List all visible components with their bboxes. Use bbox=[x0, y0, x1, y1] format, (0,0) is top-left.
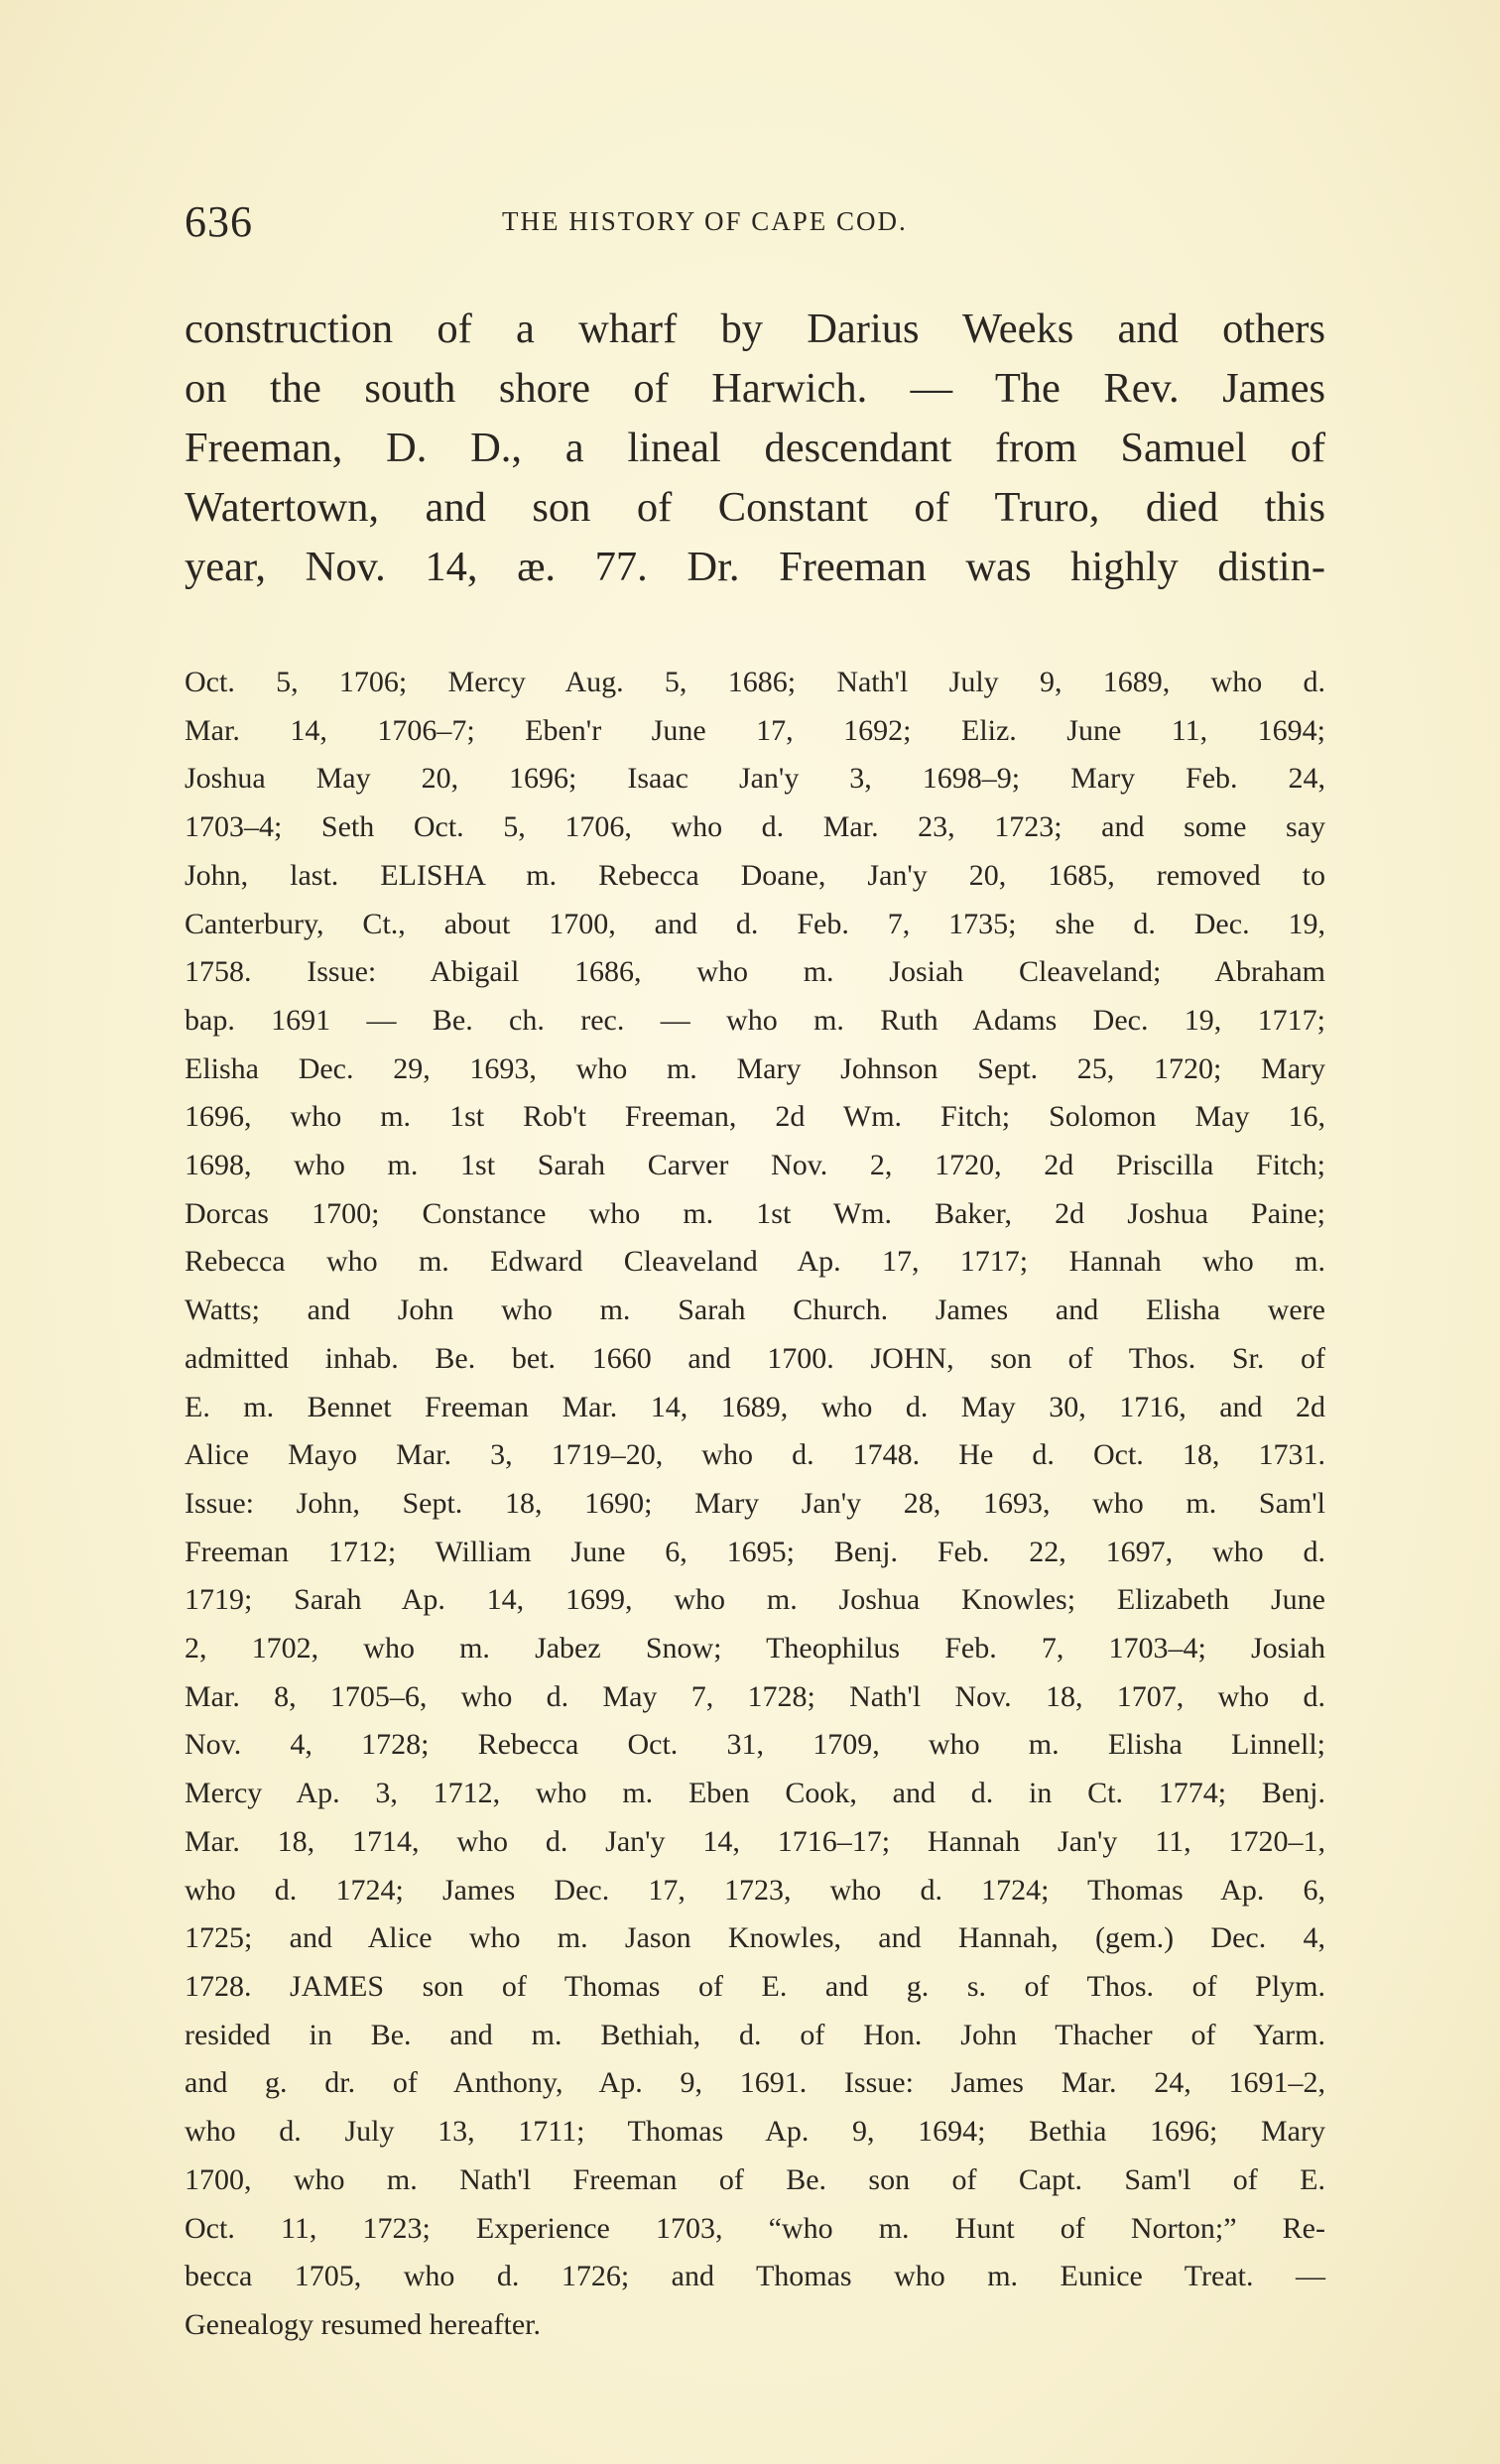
main-text-line: construction of a wharf by Darius Weeks and others bbox=[185, 306, 1325, 352]
footnote-line: who d. July 13, 1711; Thomas Ap. 9, 1694; Bethia 1696; Mary bbox=[185, 2115, 1325, 2149]
footnote-line: Mar. 8, 1705–6, who d. May 7, 1728; Nath'l Nov. 18, 1707, who d. bbox=[185, 1679, 1325, 1713]
main-text-line: on the south shore of Harwich. — The Rev. James bbox=[185, 365, 1325, 412]
footnote-line: E. m. Bennet Freeman Mar. 14, 1689, who d. May 30, 1716, and 2d bbox=[185, 1390, 1325, 1423]
footnote-line: Genealogy resumed hereafter. bbox=[185, 2307, 541, 2341]
footnote-line: Oct. 5, 1706; Mercy Aug. 5, 1686; Nath'l July 9, 1689, who d. bbox=[185, 666, 1325, 698]
footnote-line: 1758. Issue: Abigail 1686, who m. Josiah Cleaveland; Abraham bbox=[185, 955, 1325, 989]
footnote-line: Nov. 4, 1728; Rebecca Oct. 31, 1709, who m. Elisha Linnell; bbox=[185, 1728, 1325, 1762]
footnote-line: Joshua May 20, 1696; Isaac Jan'y 3, 1698–9; Mary Feb. 24, bbox=[185, 762, 1325, 796]
footnote-line: resided in Be. and m. Bethiah, d. of Hon. John Thacher of Yarm. bbox=[185, 2018, 1325, 2051]
main-text-line: year, Nov. 14, æ. 77. Dr. Freeman was highly distin- bbox=[185, 544, 1325, 590]
footnote bbox=[185, 659, 1325, 2350]
footnote-line: Issue: John, Sept. 18, 1690; Mary Jan'y 28, 1693, who m. Sam'l bbox=[185, 1486, 1325, 1520]
footnote-line: Elisha Dec. 29, 1693, who m. Mary Johnson Sept. 25, 1720; Mary bbox=[185, 1051, 1325, 1085]
footnote-line: 1728. JAMES son of Thomas of E. and g. s. of Thos. of Plym. bbox=[185, 1969, 1325, 2003]
footnote-line: Freeman 1712; William June 6, 1695; Benj. Feb. 22, 1697, who d. bbox=[185, 1535, 1325, 1568]
footnote-line: Dorcas 1700; Constance who m. 1st Wm. Baker, 2d Joshua Paine; bbox=[185, 1196, 1325, 1230]
footnote-line: bap. 1691 — Be. ch. rec. — who m. Ruth Adams Dec. 19, 1717; bbox=[185, 1003, 1325, 1037]
footnote-line: 1719; Sarah Ap. 14, 1699, who m. Joshua Knowles; Elizabeth June bbox=[185, 1583, 1325, 1617]
main-text-line: Watertown, and son of Constant of Truro, died this bbox=[185, 484, 1325, 531]
running-head: THE HISTORY OF CAPE COD. bbox=[502, 206, 908, 236]
footnote-line: who d. 1724; James Dec. 17, 1723, who d. 1724; Thomas Ap. 6, bbox=[185, 1873, 1325, 1907]
footnote-line: John, last. ELISHA m. Rebecca Doane, Jan'y 20, 1685, removed to bbox=[185, 858, 1325, 892]
page-header bbox=[185, 196, 1325, 256]
footnote-line: Oct. 11, 1723; Experience 1703, “who m. Hunt of Norton;” Re- bbox=[185, 2211, 1325, 2245]
footnote-line: Mar. 18, 1714, who d. Jan'y 14, 1716–17; Hannah Jan'y 11, 1720–1, bbox=[185, 1824, 1325, 1858]
footnote-line: Mercy Ap. 3, 1712, who m. Eben Cook, and d. in Ct. 1774; Benj. bbox=[185, 1777, 1325, 1810]
footnote-line: 1725; and Alice who m. Jason Knowles, and Hannah, (gem.) Dec. 4, bbox=[185, 1921, 1325, 1955]
footnote-line: and g. dr. of Anthony, Ap. 9, 1691. Issue: James Mar. 24, 1691–2, bbox=[185, 2066, 1325, 2100]
main-text bbox=[185, 300, 1325, 597]
footnote-line: 1698, who m. 1st Sarah Carver Nov. 2, 1720, 2d Priscilla Fitch; bbox=[185, 1149, 1325, 1182]
footnote-line: Canterbury, Ct., about 1700, and d. Feb. 7, 1735; she d. Dec. 19, bbox=[185, 907, 1325, 940]
footnote-line: admitted inhab. Be. bet. 1660 and 1700. JOHN, son of Thos. Sr. of bbox=[185, 1341, 1325, 1375]
page-number: 636 bbox=[185, 197, 253, 246]
footnote-line: 1703–4; Seth Oct. 5, 1706, who d. Mar. 23, 1723; and some say bbox=[185, 810, 1325, 844]
footnote-line: Alice Mayo Mar. 3, 1719–20, who d. 1748. He d. Oct. 18, 1731. bbox=[185, 1438, 1325, 1472]
footnote-line: 1700, who m. Nath'l Freeman of Be. son of Capt. Sam'l of E. bbox=[185, 2162, 1325, 2196]
footnote-line: 2, 1702, who m. Jabez Snow; Theophilus Feb. 7, 1703–4; Josiah bbox=[185, 1632, 1325, 1665]
footnote-line: becca 1705, who d. 1726; and Thomas who m. Eunice Treat. — bbox=[185, 2260, 1325, 2293]
footnote-line: Watts; and John who m. Sarah Church. James and Elisha were bbox=[185, 1294, 1325, 1327]
footnote-line: Rebecca who m. Edward Cleaveland Ap. 17, 1717; Hannah who m. bbox=[185, 1245, 1325, 1279]
footnote-line: 1696, who m. 1st Rob't Freeman, 2d Wm. Fitch; Solomon May 16, bbox=[185, 1100, 1325, 1134]
footnote-line: Mar. 14, 1706–7; Eben'r June 17, 1692; Eliz. June 11, 1694; bbox=[185, 713, 1325, 747]
main-text-line: Freeman, D. D., a lineal descendant from Samuel of bbox=[185, 425, 1325, 471]
